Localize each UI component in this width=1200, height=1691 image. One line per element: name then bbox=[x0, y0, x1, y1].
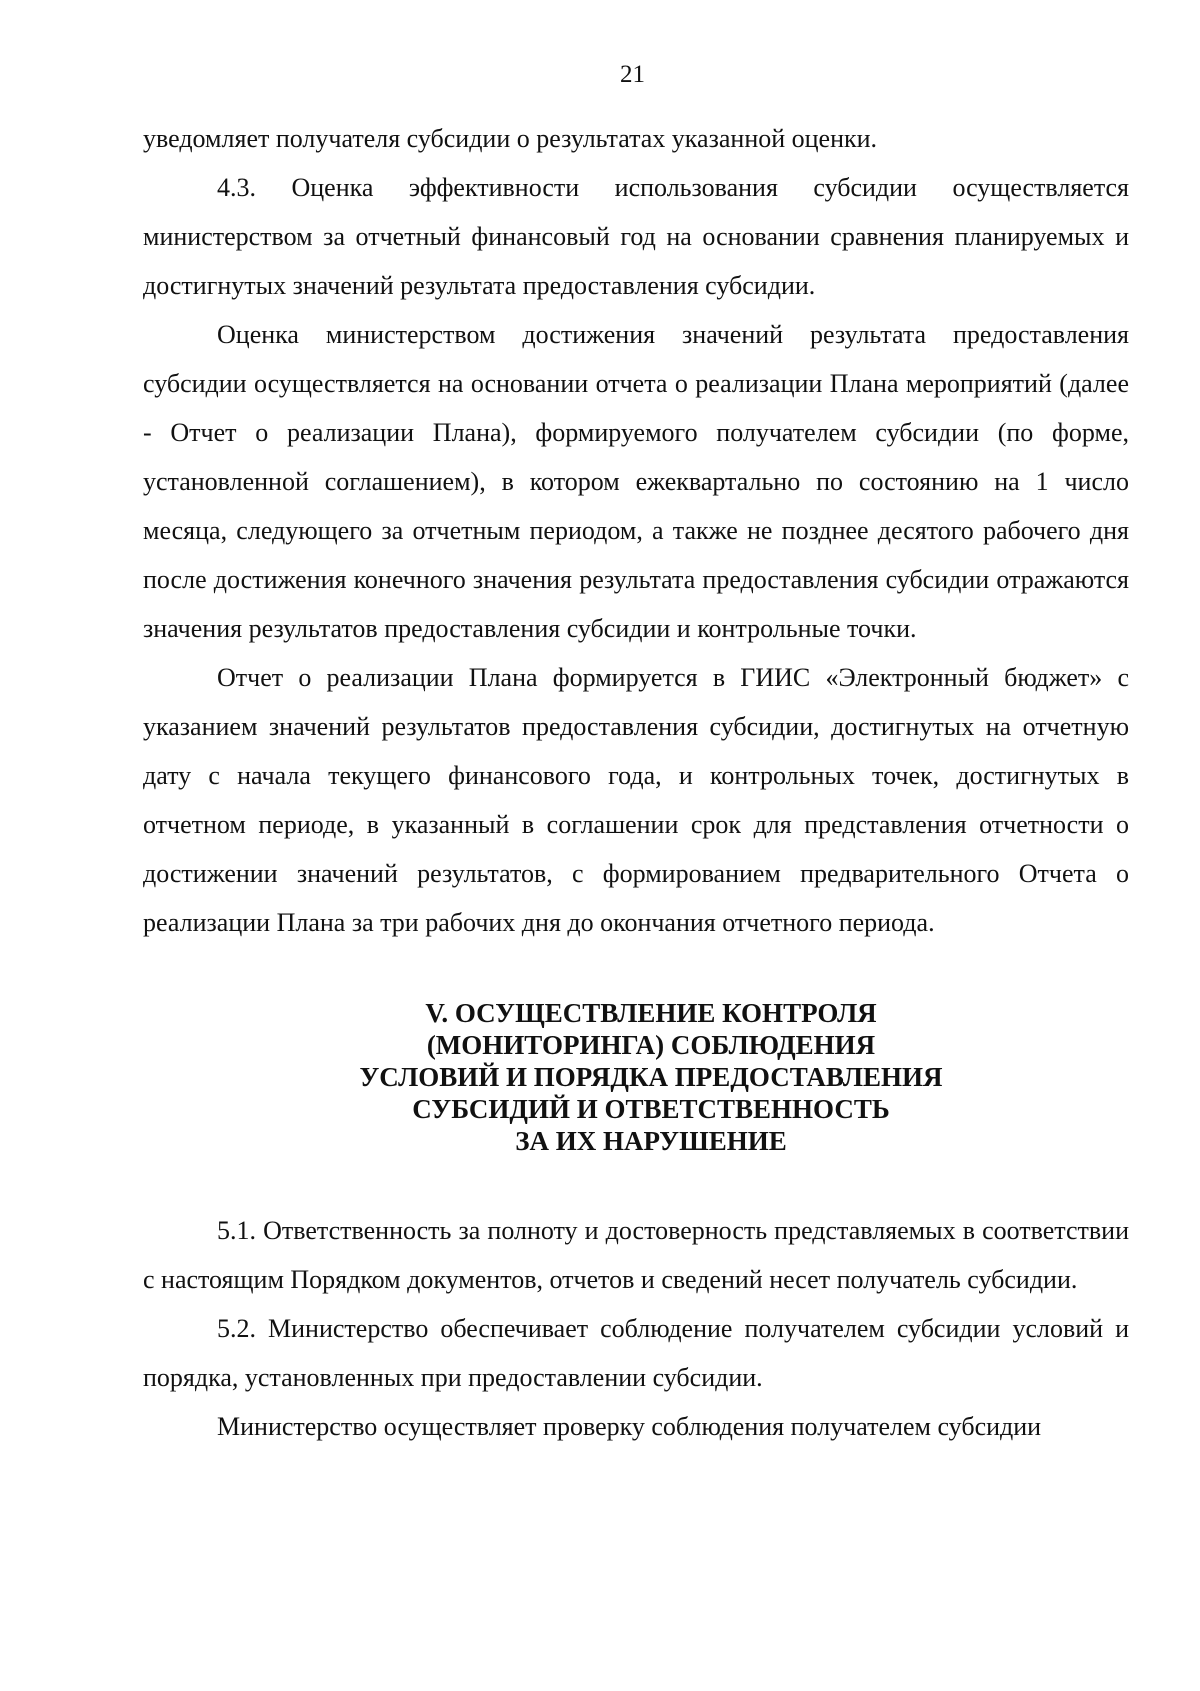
paragraph: Отчет о реализации Плана формируется в ГИИС «Электронный бюджет» с указанием значений результатов предоставления субсидии, достигнутых на отчетную дату с начала текущего финансового года, и контрольных точек, достигнутых в отчетном периоде, в указанный в соглашении срок для представления отчетности о достижении значений результатов, с формированием предварительного Отчета о реализации Плана за три рабочих дня до окончания отчетного периода. bbox=[143, 663, 1129, 937]
section-heading-line: СУБСИДИЙ И ОТВЕТСТВЕННОСТЬ bbox=[412, 1094, 890, 1124]
paragraph: Министерство осуществляет проверку соблюдения получателем субсидии bbox=[217, 1412, 1042, 1441]
paragraph: 4.3. Оценка эффективности использования субсидии осуществляется министерством за отчетный финансовый год на основании сравнения планируемых и достигнутых значений результата предоставления субсидии. bbox=[143, 173, 1129, 300]
section-heading-line: (МОНИТОРИНГА) СОБЛЮДЕНИЯ bbox=[426, 1030, 876, 1060]
paragraph: Оценка министерством достижения значений результата предоставления субсидии осуществляется на основании отчета о реализации Плана мероприятий (далее - Отчет о реализации Плана), формируемого получателем субсидии (по форме, установленной соглашением), в котором ежеквартально по состоянию на 1 число месяца, следующего за отчетным периодом, а также не позднее десятого рабочего дня после достижения конечного значения результата предоставления субсидии отражаются значения результатов предоставления субсидии и контрольные точки. bbox=[143, 320, 1129, 643]
page-number: 21 bbox=[620, 61, 645, 88]
paragraph: 5.2. Министерство обеспечивает соблюдение получателем субсидии условий и порядка, установленных при предоставлении субсидии. bbox=[143, 1314, 1129, 1392]
paragraph: уведомляет получателя субсидии о результатах указанной оценки. bbox=[143, 124, 878, 153]
paragraph: 5.1. Ответственность за полноту и достоверность представляемых в соответствии с настоящим Порядком документов, отчетов и сведений несет получатель субсидии. bbox=[143, 1216, 1129, 1294]
document-body bbox=[143, 114, 1129, 1451]
section-heading-line: V. ОСУЩЕСТВЛЕНИЕ КОНТРОЛЯ bbox=[425, 998, 877, 1028]
section-heading bbox=[143, 997, 1129, 1157]
section-heading-line: ЗА ИХ НАРУШЕНИЕ bbox=[515, 1126, 787, 1156]
section-heading-line: УСЛОВИЙ И ПОРЯДКА ПРЕДОСТАВЛЕНИЯ bbox=[359, 1062, 943, 1092]
